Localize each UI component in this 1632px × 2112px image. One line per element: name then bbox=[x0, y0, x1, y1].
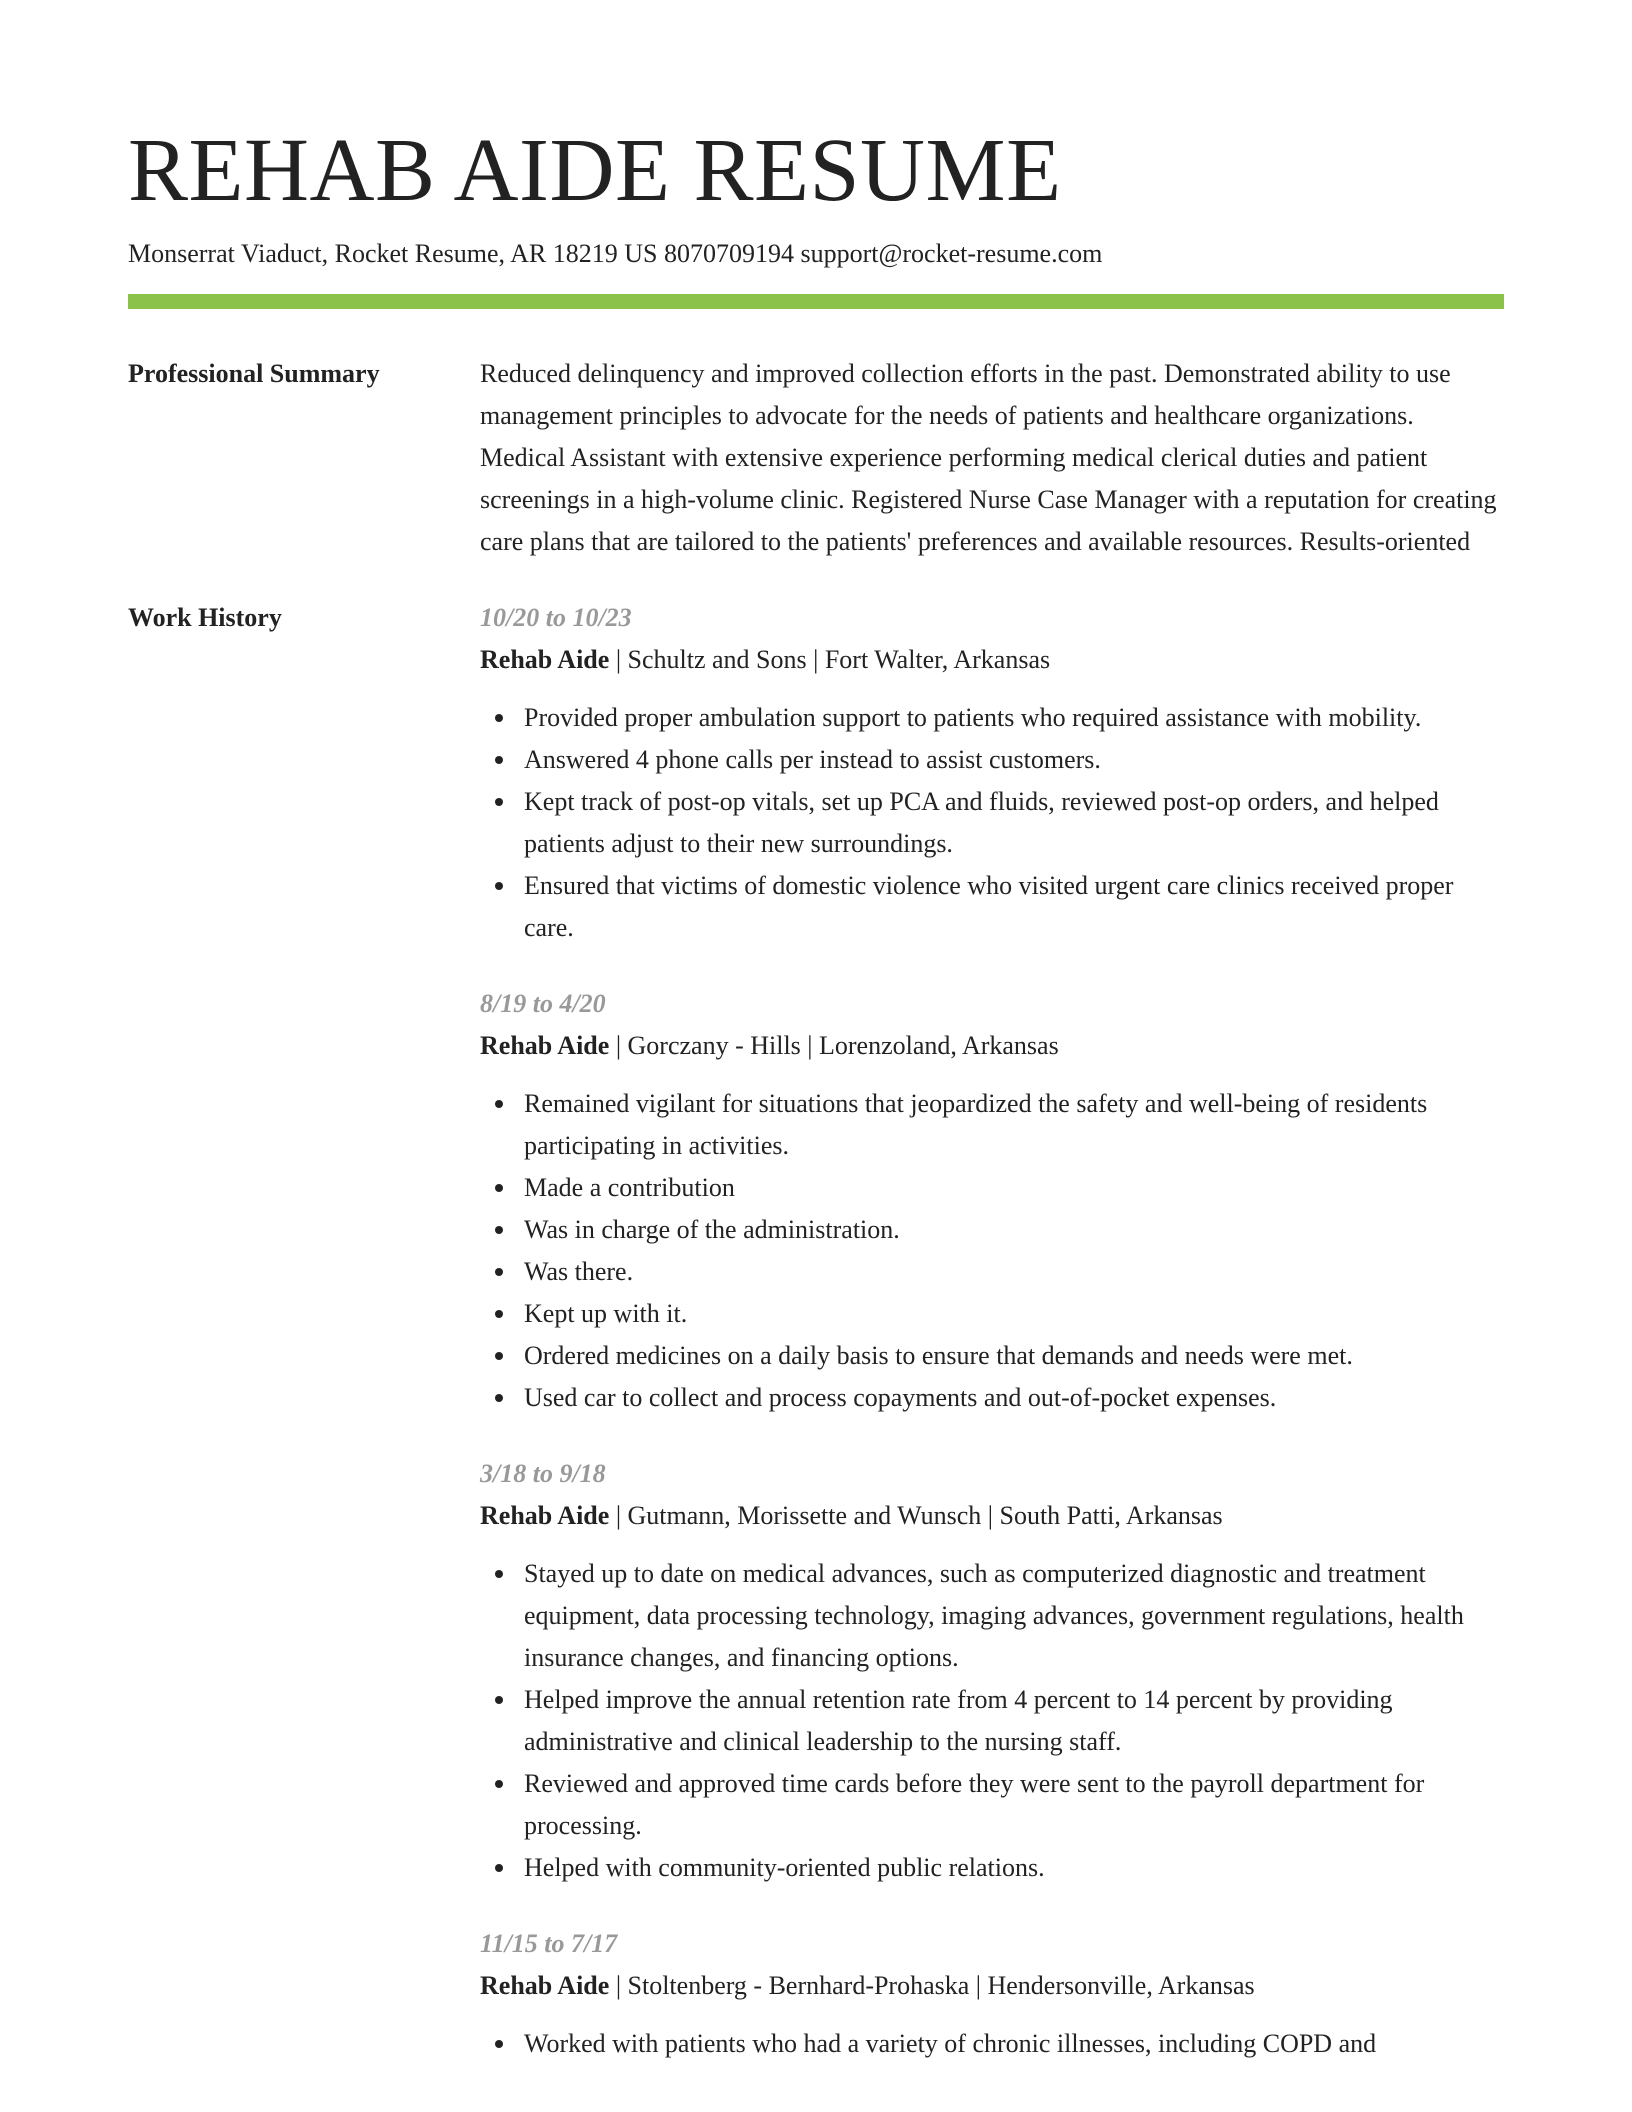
job-bullet: Answered 4 phone calls per instead to assist customers. bbox=[480, 739, 1504, 781]
job-bullet: Ordered medicines on a daily basis to ensure that demands and needs were met. bbox=[480, 1335, 1504, 1377]
job-heading bbox=[480, 639, 1504, 681]
job-bullet: Worked with patients who had a variety of chronic illnesses, including COPD and bbox=[480, 2023, 1504, 2065]
job-title: Rehab Aide bbox=[480, 645, 610, 674]
work-history-body bbox=[480, 597, 1504, 2099]
job-bullet: Helped with community-oriented public relations. bbox=[480, 1847, 1504, 1889]
summary-text: Reduced delinquency and improved collection efforts in the past. Demonstrated ability to use management principles to advocate for the needs of patients and healthcare organizations. Medical Assistant with extensive experience performing medical clerical duties and patient screenings in a high-volume clinic. Registered Nurse Case Manager with a reputation for creating care plans that are tailored to the patients' preferences and available resources. Results-oriented bbox=[480, 359, 1497, 556]
job-bullet: Remained vigilant for situations that jeopardized the safety and well-being of residents participating in activities. bbox=[480, 1083, 1504, 1167]
job-bullet-list bbox=[480, 697, 1504, 949]
header-divider bbox=[128, 294, 1504, 309]
job-entry bbox=[480, 1453, 1504, 1889]
job-dates: 3/18 to 9/18 bbox=[480, 1459, 606, 1488]
job-dates: 8/19 to 4/20 bbox=[480, 989, 606, 1018]
job-dates: 11/15 to 7/17 bbox=[480, 1929, 618, 1958]
job-details: | Schultz and Sons | Fort Walter, Arkansas bbox=[609, 645, 1051, 674]
job-entry bbox=[480, 983, 1504, 1419]
job-bullet: Kept track of post-op vitals, set up PCA and fluids, reviewed post-op orders, and helped patients adjust to their new surroundings. bbox=[480, 781, 1504, 865]
job-bullet: Provided proper ambulation support to patients who required assistance with mobility. bbox=[480, 697, 1504, 739]
job-heading bbox=[480, 1025, 1504, 1067]
job-details: | Stoltenberg - Bernhard-Prohaska | Hendersonville, Arkansas bbox=[609, 1971, 1255, 2000]
professional-summary-section bbox=[128, 353, 1504, 563]
job-heading bbox=[480, 1495, 1504, 1537]
section-label-professional-summary: Professional Summary bbox=[128, 359, 380, 388]
professional-summary-body bbox=[480, 353, 1504, 563]
job-bullet-list bbox=[480, 1083, 1504, 1419]
job-title: Rehab Aide bbox=[480, 1501, 610, 1530]
resume-title: REHAB AIDE RESUME bbox=[128, 121, 1062, 220]
resume-page bbox=[128, 0, 1504, 2099]
job-bullet: Helped improve the annual retention rate from 4 percent to 14 percent by providing administrative and clinical leadership to the nursing staff. bbox=[480, 1679, 1504, 1763]
section-label-work-history: Work History bbox=[128, 603, 282, 632]
job-title: Rehab Aide bbox=[480, 1971, 610, 2000]
contact-line: Monserrat Viaduct, Rocket Resume, AR 18219 US 8070709194 support@rocket-resume.com bbox=[128, 239, 1103, 268]
job-bullet: Was in charge of the administration. bbox=[480, 1209, 1504, 1251]
job-bullet: Used car to collect and process copayments and out-of-pocket expenses. bbox=[480, 1377, 1504, 1419]
job-dates: 10/20 to 10/23 bbox=[480, 603, 632, 632]
job-bullet-list bbox=[480, 2023, 1504, 2065]
job-details: | Gorczany - Hills | Lorenzoland, Arkansas bbox=[609, 1031, 1059, 1060]
job-bullet: Made a contribution bbox=[480, 1167, 1504, 1209]
job-bullet: Reviewed and approved time cards before they were sent to the payroll department for processing. bbox=[480, 1763, 1504, 1847]
job-entry bbox=[480, 597, 1504, 949]
job-entry bbox=[480, 1923, 1504, 2065]
job-bullet: Stayed up to date on medical advances, such as computerized diagnostic and treatment equipment, data processing technology, imaging advances, government regulations, health insurance changes, and financing options. bbox=[480, 1553, 1504, 1679]
job-bullet: Kept up with it. bbox=[480, 1293, 1504, 1335]
job-title: Rehab Aide bbox=[480, 1031, 610, 1060]
job-details: | Gutmann, Morissette and Wunsch | South Patti, Arkansas bbox=[609, 1501, 1223, 1530]
job-bullet: Was there. bbox=[480, 1251, 1504, 1293]
job-heading bbox=[480, 1965, 1504, 2007]
work-history-section bbox=[128, 597, 1504, 2099]
job-bullet-list bbox=[480, 1553, 1504, 1889]
job-bullet: Ensured that victims of domestic violence who visited urgent care clinics received proper care. bbox=[480, 865, 1504, 949]
